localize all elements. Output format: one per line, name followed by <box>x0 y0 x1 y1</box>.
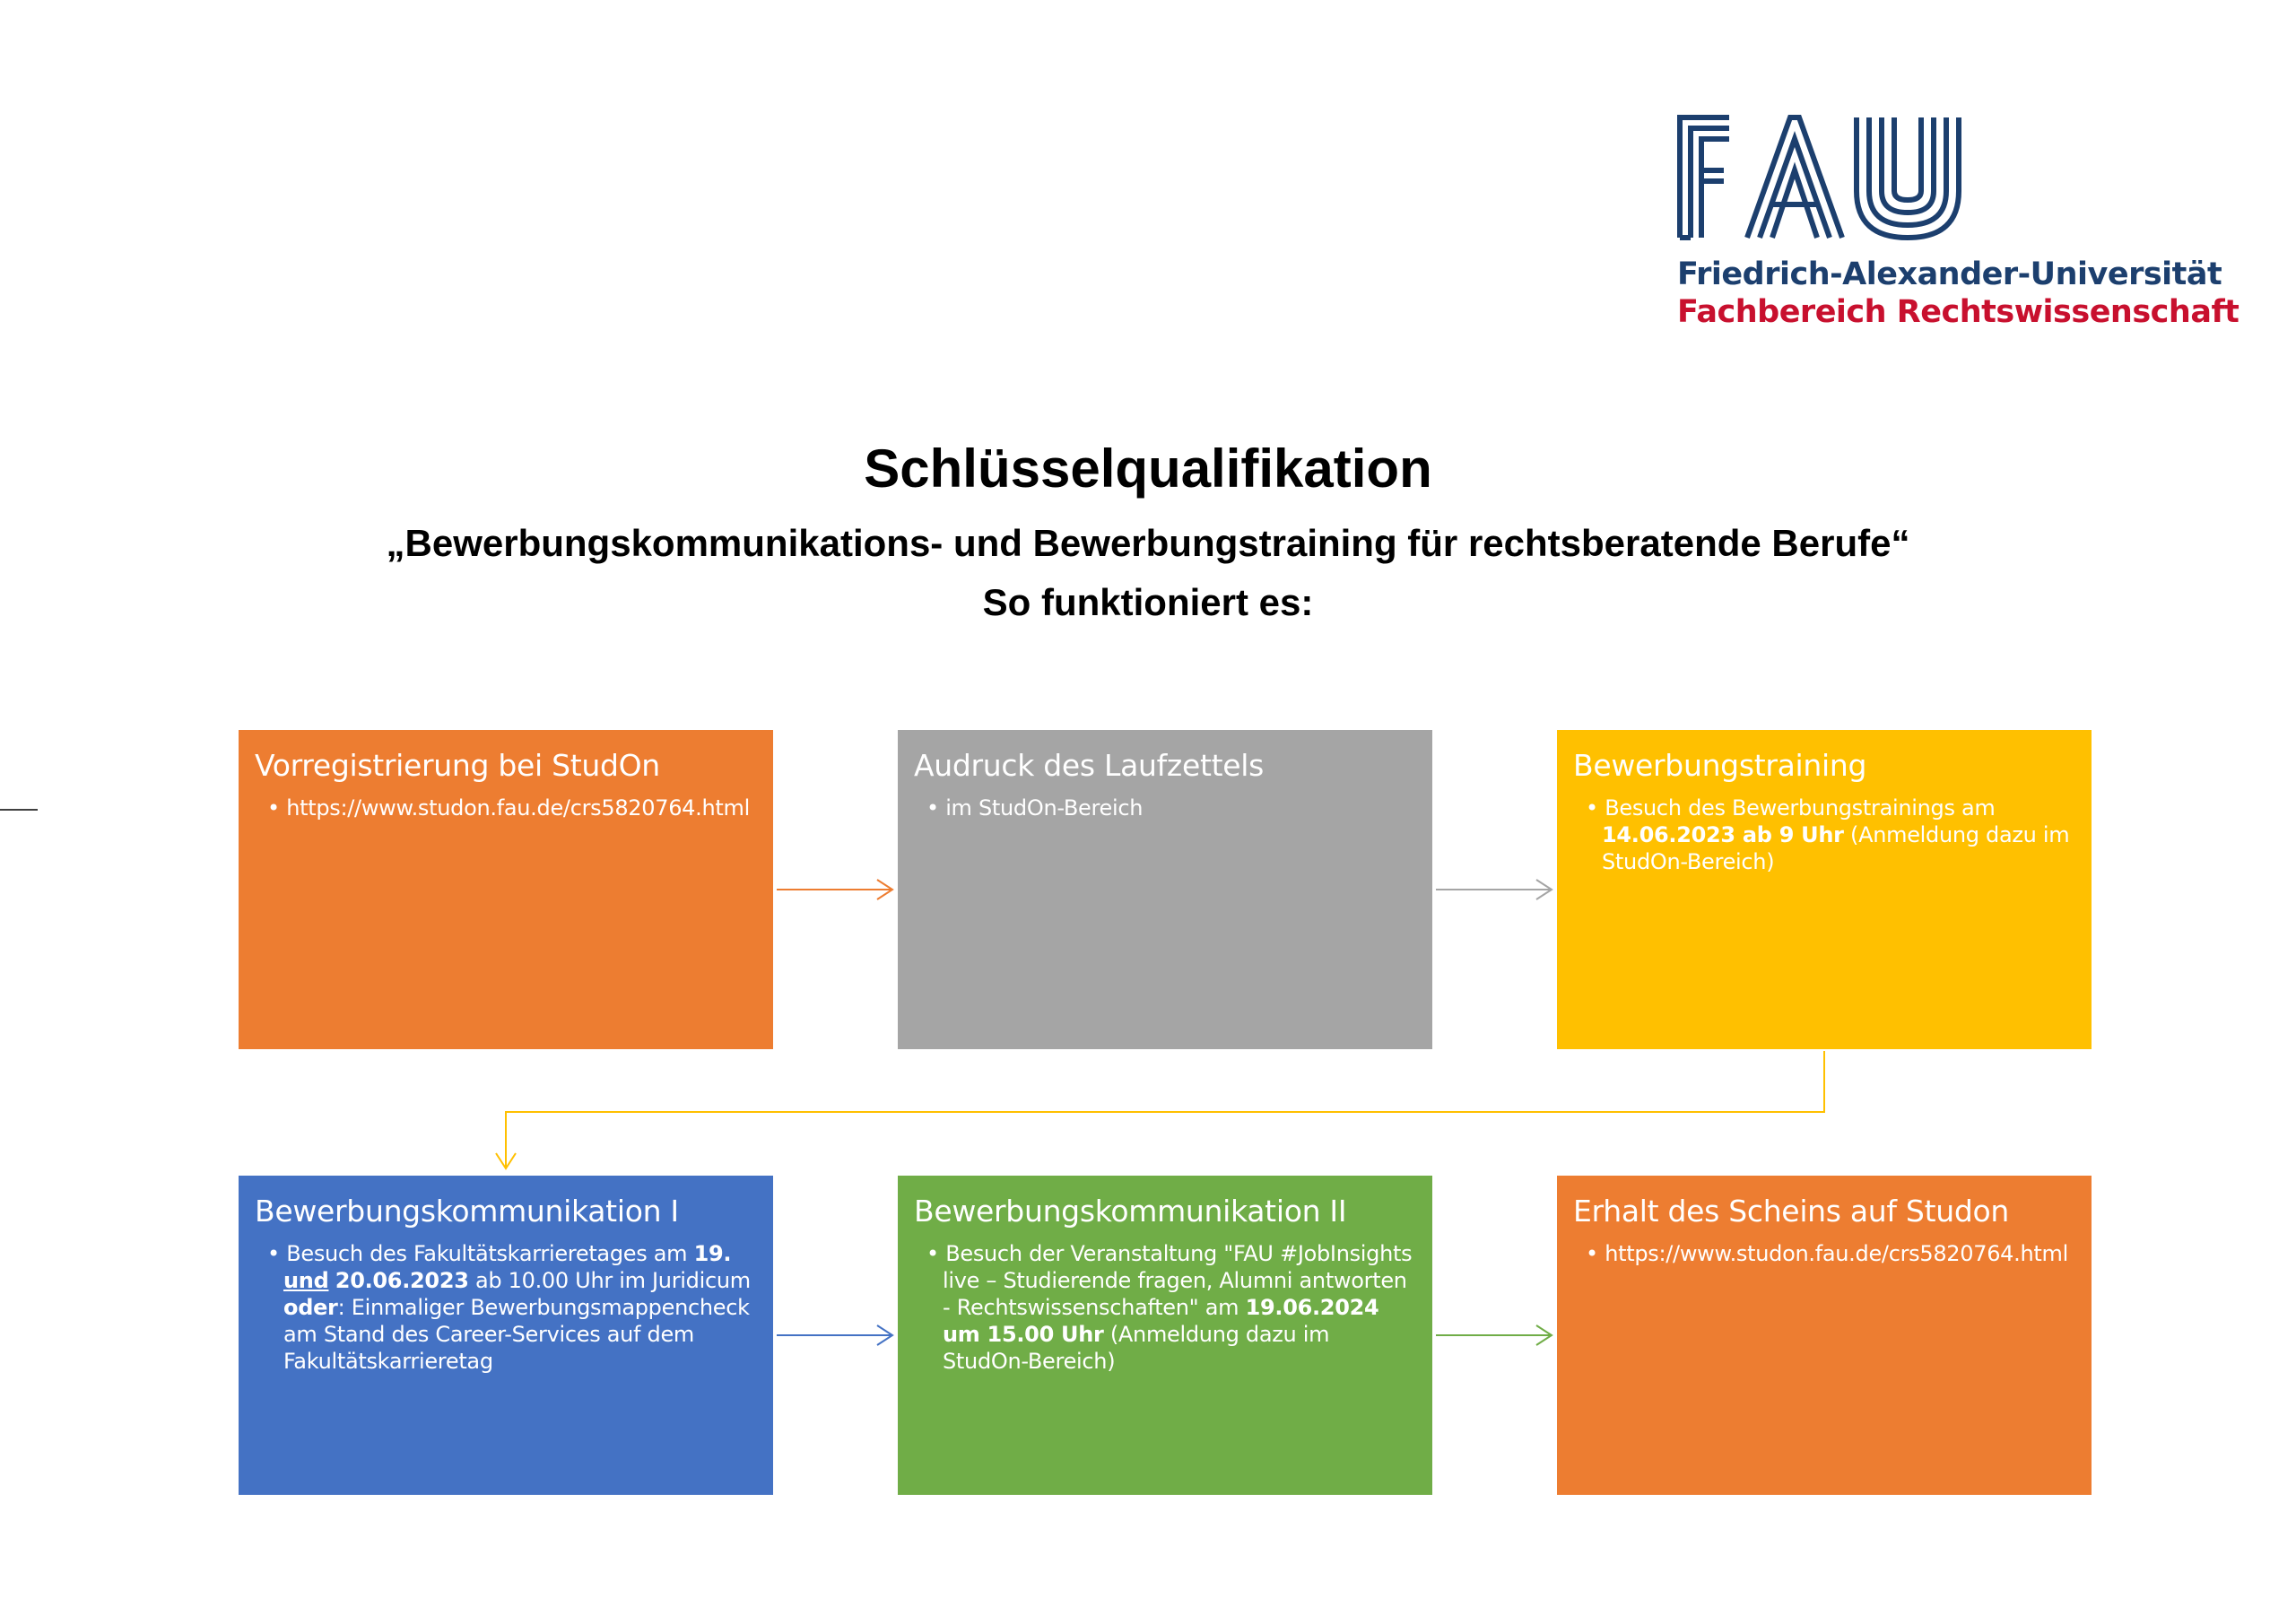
step-item: • https://www.studon.fau.de/crs5820764.html <box>1586 1241 2068 1266</box>
step-item: • Besuch der Veranstaltung "FAU #JobInsights live – Studierende fragen, Alumni antworten - Rechtswissenschaften" am 19.06.2024 um 15.00 Uhr (Anmeldung dazu im StudOn-Bereich) <box>926 1241 1413 1374</box>
step-box-printout <box>898 730 1432 1049</box>
step-item: • Besuch des Bewerbungstrainings am 14.06.2023 ab 9 Uhr (Anmeldung dazu im StudOn-Bereich) <box>1586 795 2070 874</box>
step-item: • https://www.studon.fau.de/crs5820764.html <box>267 795 750 821</box>
step-box-preregistration <box>239 730 773 1049</box>
step-title: Erhalt des Scheins auf Studon <box>1573 1194 2009 1229</box>
step-item-date: 14.06.2023 ab 9 Uhr <box>1602 822 1844 847</box>
step-item: • Besuch des Fakultätskarrieretages am 19. und 20.06.2023 ab 10.00 Uhr im Juridicum oder: Einmaliger Bewerbungsmappencheck am Stand des Career-Services auf dem Fakultätskarrieretag <box>267 1241 751 1374</box>
step-box-certificate <box>1557 1176 2092 1495</box>
page-title: Schlüsselqualifikation <box>864 439 1432 499</box>
step-item: • im StudOn-Bereich <box>926 795 1144 821</box>
step-item-date: 20.06.2023 <box>335 1268 469 1293</box>
step-item-date: 19. <box>693 1241 732 1266</box>
page-subtitle: „Bewerbungskommunikations- und Bewerbungstraining für rechtsberatende Berufe“ <box>386 522 1910 564</box>
step-title: Bewerbungskommunikation I <box>255 1194 679 1229</box>
step-item-text: (Anmeldung dazu im StudOn-Bereich) <box>1602 822 2070 874</box>
step-box-communication-1 <box>239 1176 773 1495</box>
step-title: Vorregistrierung bei StudOn <box>255 748 660 783</box>
step-item-text: : Einmaliger Bewerbungsmappencheck am Stand des Career-Services auf dem Fakultätskarrieretag <box>283 1295 750 1374</box>
step-item-space <box>328 1268 335 1293</box>
university-name: Friedrich-Alexander-Universität <box>1677 256 2222 292</box>
step-title: Bewerbungstraining <box>1573 748 1867 783</box>
faculty-name: Fachbereich Rechtswissenschaft <box>1677 294 2239 330</box>
step-item-date: 19.06.2024 um 15.00 Uhr <box>943 1295 1379 1347</box>
step-item-text: im StudOn-Bereich <box>945 795 1144 821</box>
step-title: Audruck des Laufzettels <box>914 748 1265 783</box>
arrow-5-6 <box>1436 1325 1552 1345</box>
arrow-4-5 <box>777 1325 892 1345</box>
step-item-text: (Anmeldung dazu im StudOn-Bereich) <box>943 1322 1330 1374</box>
arrow-1-2 <box>777 880 892 899</box>
step-item-text: ab 10.00 Uhr im Juridicum <box>468 1268 751 1293</box>
step-item-text: Besuch der Veranstaltung "FAU #JobInsights live – Studierende fragen, Alumni antworten - Rechtswissenschaften" am <box>943 1241 1413 1320</box>
step-item-and: und <box>283 1268 329 1293</box>
studon-link[interactable]: https://www.studon.fau.de/crs5820764.html <box>1605 1241 2068 1266</box>
step-item-or: oder <box>283 1295 338 1320</box>
arrow-2-3 <box>1436 880 1552 899</box>
step-box-communication-2 <box>898 1176 1432 1495</box>
studon-link[interactable]: https://www.studon.fau.de/crs5820764.html <box>286 795 750 821</box>
step-box-training <box>1557 730 2092 1049</box>
step-item-text: Besuch des Fakultätskarrieretages am <box>286 1241 694 1266</box>
arrow-3-4 <box>496 1051 1824 1168</box>
page-tagline: So funktioniert es: <box>982 581 1314 623</box>
step-title: Bewerbungskommunikation II <box>914 1194 1347 1229</box>
step-item-text: Besuch des Bewerbungstrainings am <box>1605 795 1996 821</box>
